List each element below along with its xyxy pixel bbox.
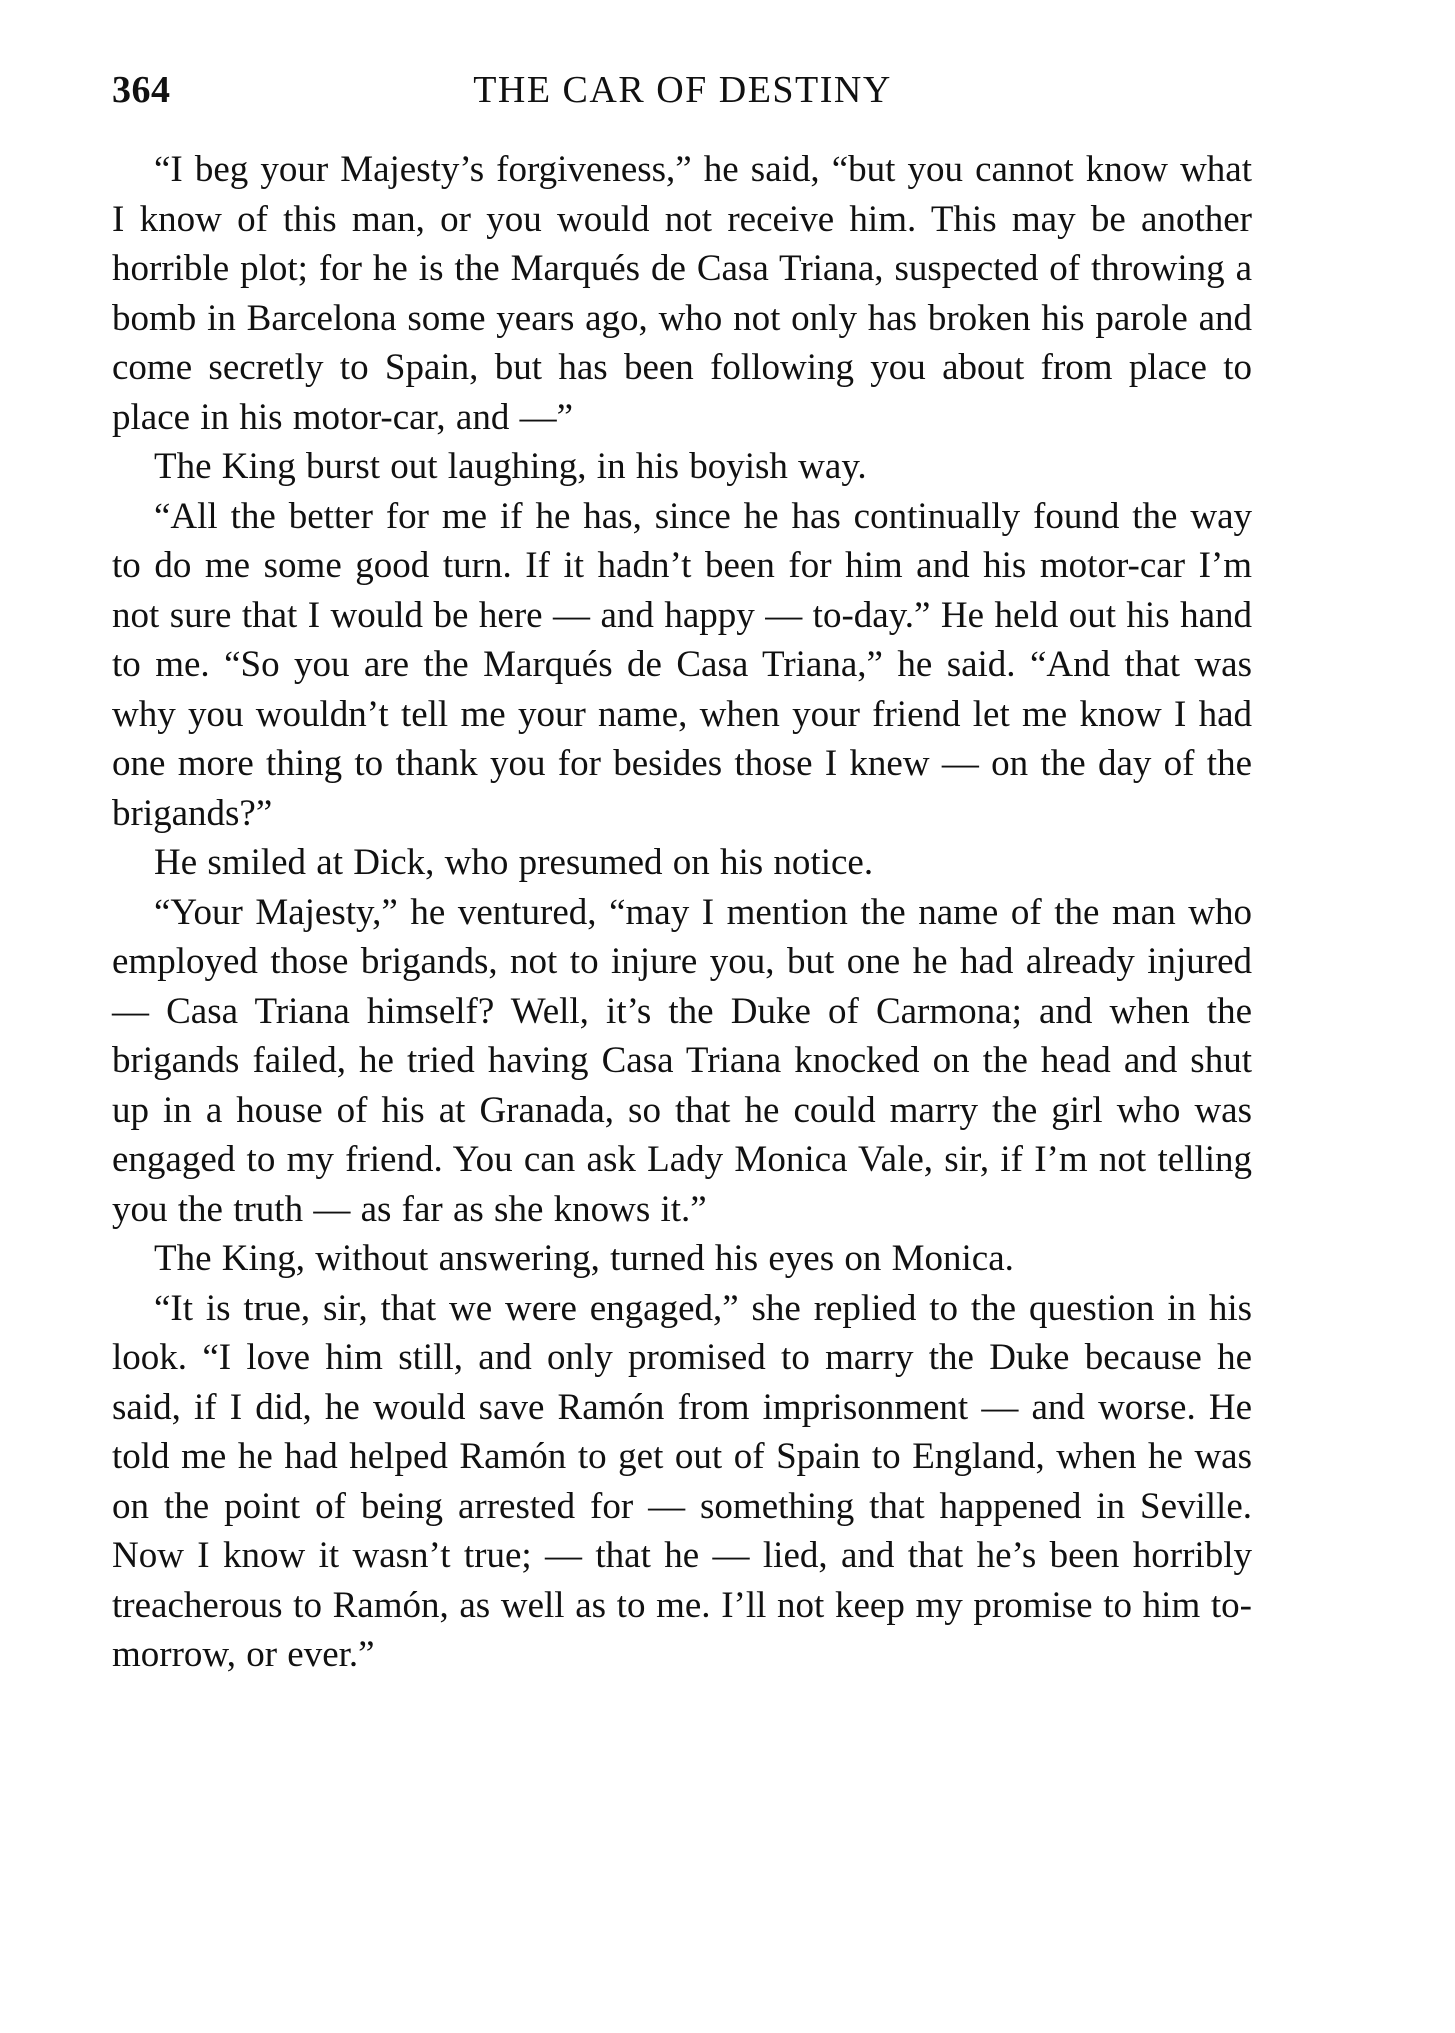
paragraph: “It is true, sir, that we were engaged,” she replied to the question in his look. “I love him still, and only promised to marry the Duke because he said, if I did, he would save Ramón from imprisonment — and worse. He told me he had helped Ramón to get out of Spain to England, when he was on the point of being arrested for — something that happened in Seville. Now I know it wasn’t true; — that he — lied, and that he’s been horribly treacherous to Ramón, as well as to me. I’ll not keep my promise to him to-morrow, or ever.” [112, 1287, 1252, 1675]
paragraph: “I beg your Majesty’s forgiveness,” he said, “but you cannot know what I know of this man, or you would not receive him. This may be another horrible plot; for he is the Marqués de Casa Triana, suspected of throwing a bomb in Barcelona some years ago, who not only has broken his parole and come secretly to Spain, but has been following you about from place to place in his motor-car, and —” [112, 149, 1252, 438]
paragraph: “Your Majesty,” he ventured, “may I mention the name of the man who employed those brigands, not to injure you, but one he had already injured — Casa Triana himself? Well, it’s the Duke of Carmona; and when the brigands failed, he tried having Casa Triana knocked on the head and shut up in a house of his at Granada, so that he could marry the girl who was engaged to my friend. You can ask Lady Monica Vale, sir, if I’m not telling you the truth — as far as she knows it.” [112, 891, 1252, 1230]
paragraph: He smiled at Dick, who presumed on his notice. [154, 842, 874, 883]
body-text [112, 145, 1252, 1680]
page-number: 364 [112, 69, 171, 111]
paragraph: The King, without answering, turned his eyes on Monica. [154, 1238, 1014, 1279]
paragraph: The King burst out laughing, in his boyish way. [154, 446, 867, 487]
running-title: THE CAR OF DESTINY [473, 69, 892, 111]
paragraph: “All the better for me if he has, since he has continually found the way to do me some good turn. If it hadn’t been for him and his motor-car I’m not sure that I would be here — and happy — to-day.” He held out his hand to me. “So you are the Marqués de Casa Triana,” he said. “And that was why you wouldn’t tell me your name, when your friend let me know I had one more thing to thank you for besides those I knew — on the day of the brigands?” [112, 495, 1252, 834]
running-head [110, 68, 1255, 128]
